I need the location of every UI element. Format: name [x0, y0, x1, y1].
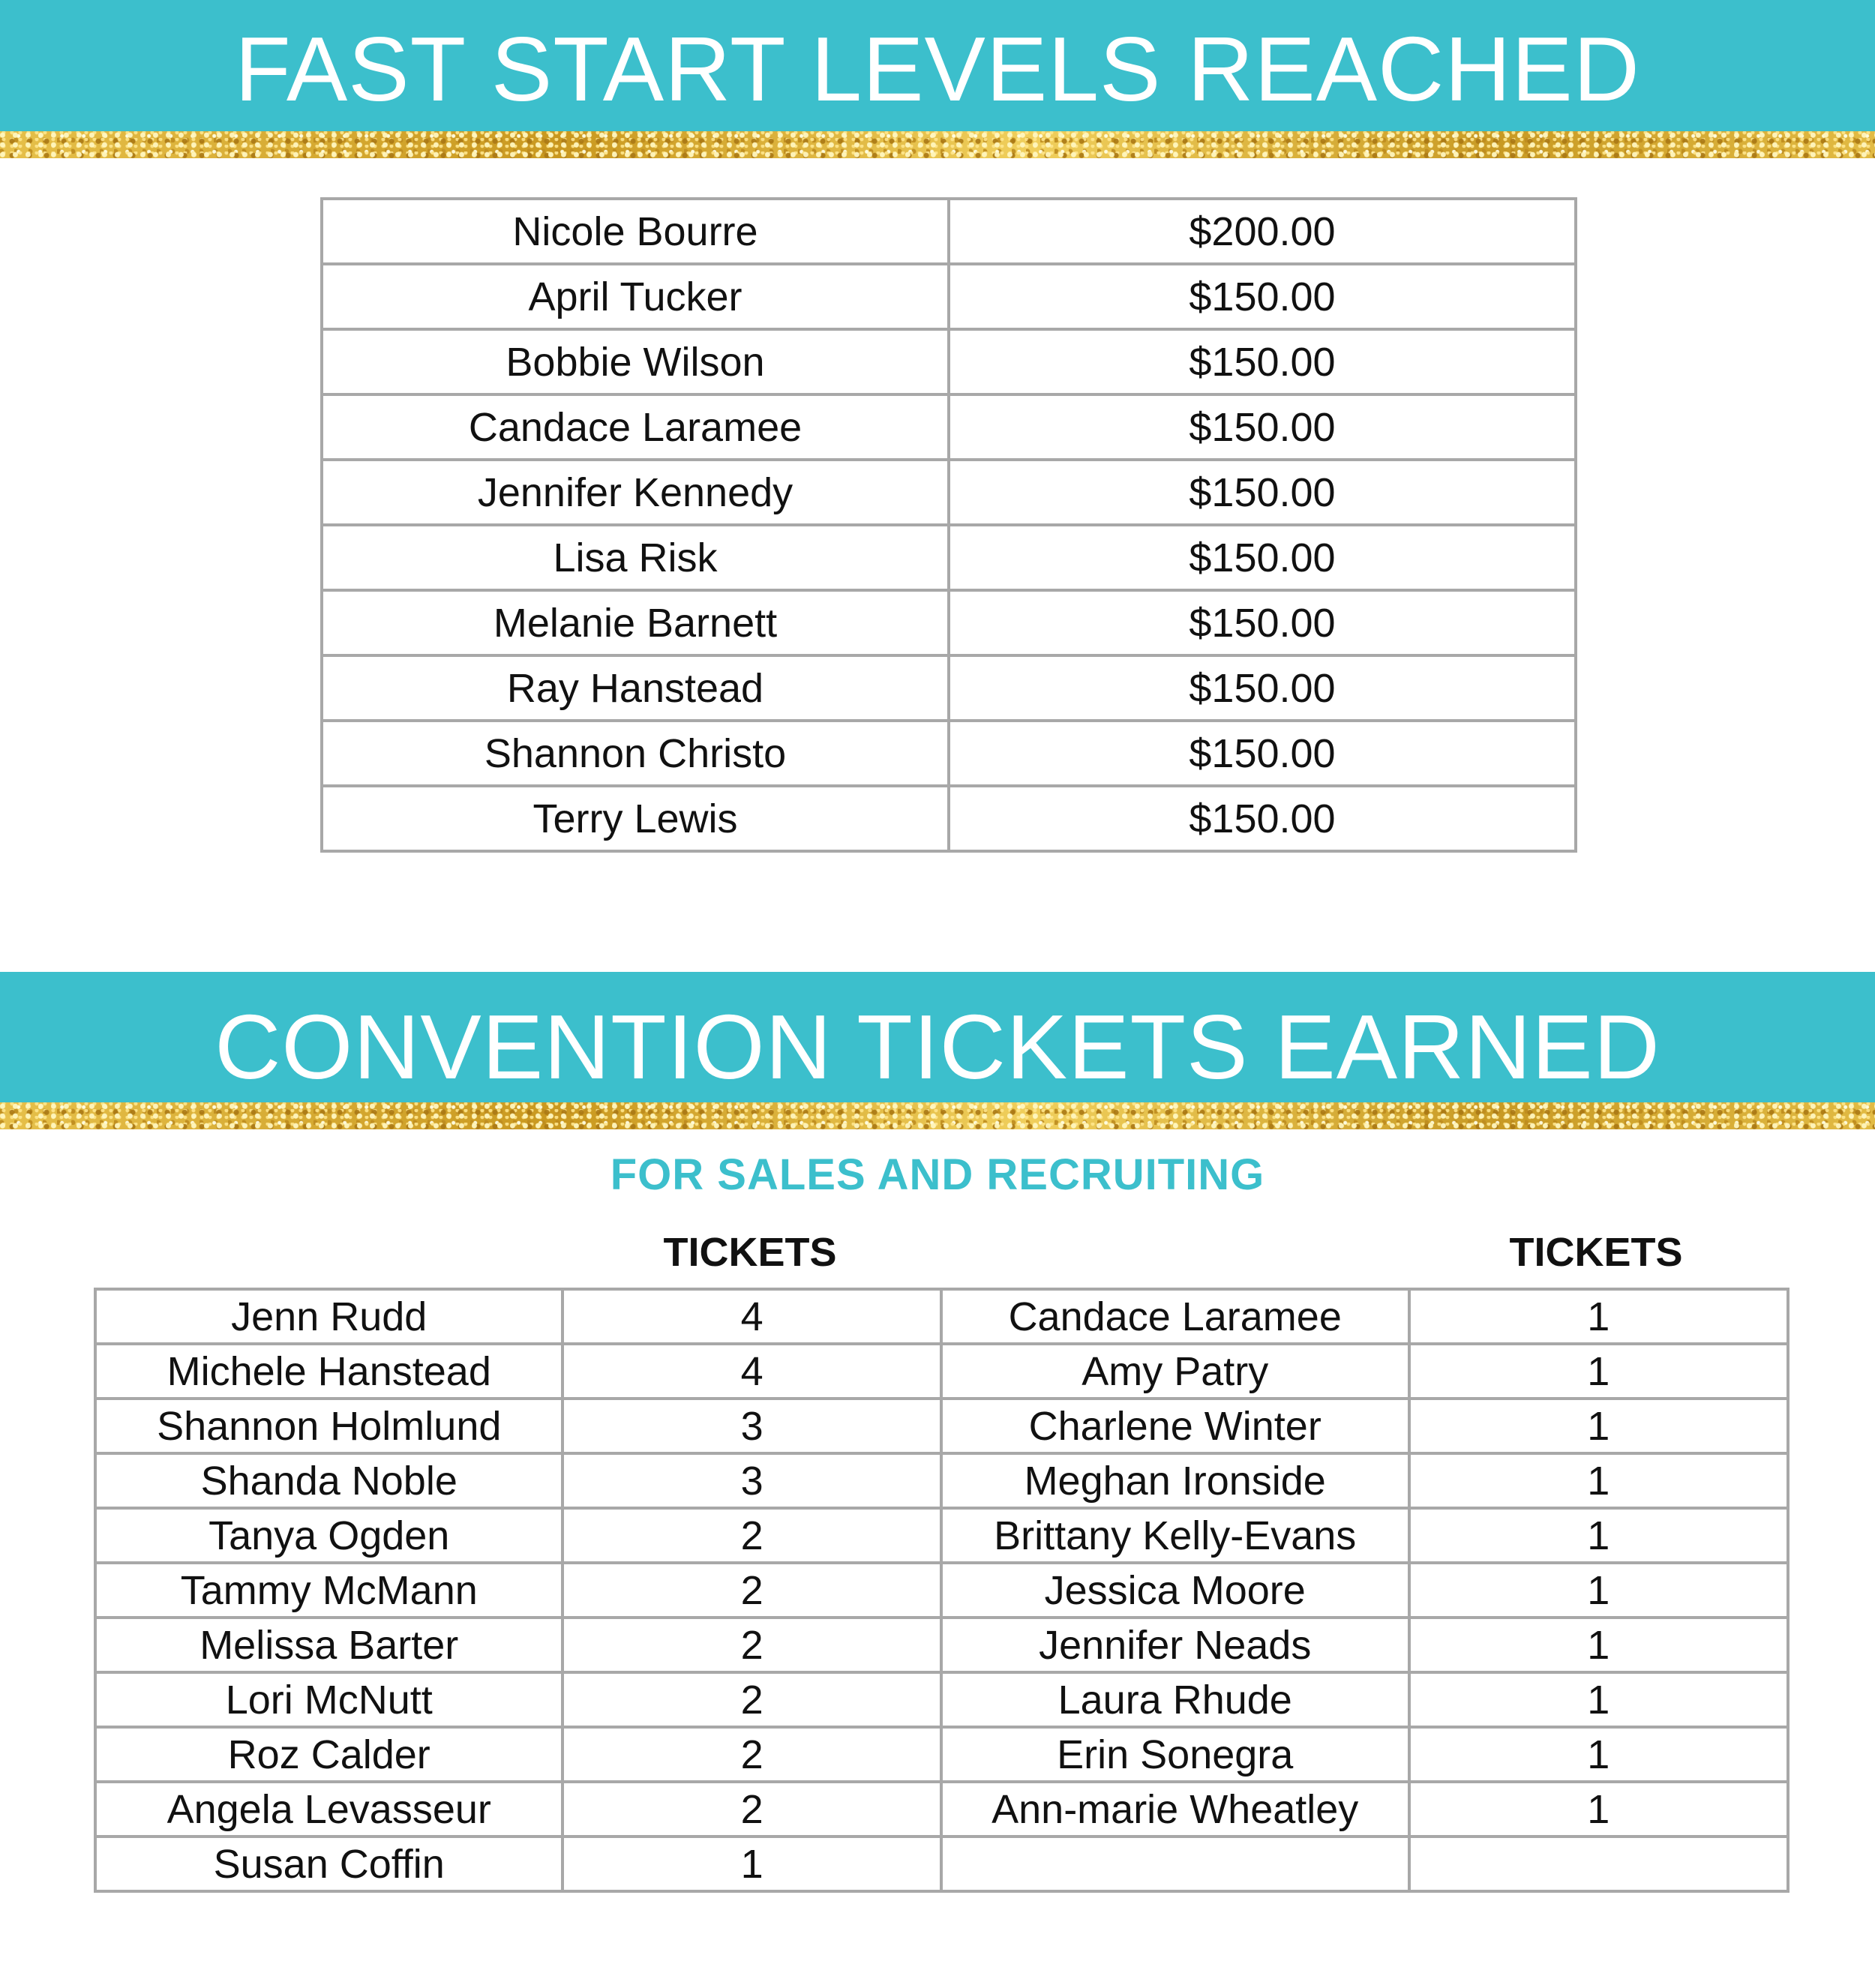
convention-row [95, 1508, 1788, 1563]
convention-right-name: Jennifer Neads [941, 1618, 1409, 1672]
convention-row [95, 1289, 1788, 1344]
convention-banner [0, 972, 1875, 1102]
convention-left-tickets: 2 [562, 1508, 940, 1563]
convention-left-name: Shannon Holmlund [95, 1399, 562, 1453]
convention-right-tickets: 1 [1409, 1289, 1789, 1344]
convention-right-name: Laura Rhude [941, 1672, 1409, 1727]
convention-left-name: Roz Calder [95, 1727, 562, 1782]
convention-left-name: Tammy McMann [95, 1563, 562, 1618]
fast-start-banner [0, 0, 1875, 131]
fast-start-row [322, 721, 1576, 786]
convention-right-tickets: 1 [1409, 1453, 1789, 1508]
fast-start-amount: $150.00 [949, 264, 1576, 329]
convention-left-tickets: 4 [562, 1344, 940, 1399]
convention-right-name: Candace Laramee [941, 1289, 1409, 1344]
convention-right-tickets: 1 [1409, 1727, 1789, 1782]
convention-right-name: Charlene Winter [941, 1399, 1409, 1453]
fast-start-title: FAST START LEVELS REACHED [235, 18, 1640, 120]
fast-start-amount: $150.00 [949, 460, 1576, 525]
convention-table [94, 1288, 1790, 1893]
convention-right-name: Erin Sonegra [941, 1727, 1409, 1782]
fast-start-amount: $150.00 [949, 655, 1576, 721]
fast-start-row [322, 786, 1576, 851]
convention-subtitle: FOR SALES AND RECRUITING [610, 1150, 1265, 1199]
convention-right-name: Brittany Kelly-Evans [941, 1508, 1409, 1563]
convention-left-name: Jenn Rudd [95, 1289, 562, 1344]
fast-start-name: Terry Lewis [322, 786, 949, 851]
convention-title: CONVENTION TICKETS EARNED [214, 996, 1660, 1098]
convention-left-name: Shanda Noble [95, 1453, 562, 1508]
convention-row [95, 1453, 1788, 1508]
convention-right-tickets: 1 [1409, 1399, 1789, 1453]
fast-start-name: Lisa Risk [322, 525, 949, 590]
convention-glitter-strip [0, 1102, 1875, 1129]
fast-start-name: Shannon Christo [322, 721, 949, 786]
fast-start-amount: $200.00 [949, 199, 1576, 264]
fast-start-amount: $150.00 [949, 525, 1576, 590]
convention-right-tickets [1409, 1837, 1789, 1891]
convention-row [95, 1618, 1788, 1672]
convention-right-tickets: 1 [1409, 1508, 1789, 1563]
fast-start-name: Nicole Bourre [322, 199, 949, 264]
convention-row [95, 1837, 1788, 1891]
convention-left-tickets: 2 [562, 1563, 940, 1618]
fast-start-amount: $150.00 [949, 394, 1576, 460]
fast-start-name: April Tucker [322, 264, 949, 329]
convention-right-tickets: 1 [1409, 1344, 1789, 1399]
fast-start-name: Melanie Barnett [322, 590, 949, 655]
convention-left-tickets: 1 [562, 1837, 940, 1891]
fast-start-amount: $150.00 [949, 786, 1576, 851]
convention-left-name: Susan Coffin [95, 1837, 562, 1891]
convention-right-name: Amy Patry [941, 1344, 1409, 1399]
convention-left-name: Melissa Barter [95, 1618, 562, 1672]
convention-left-tickets: 3 [562, 1453, 940, 1508]
fast-start-name: Candace Laramee [322, 394, 949, 460]
convention-right-name: Ann-marie Wheatley [941, 1782, 1409, 1837]
left-tickets-header: TICKETS [663, 1230, 837, 1275]
convention-row [95, 1563, 1788, 1618]
convention-right-name: Jessica Moore [941, 1563, 1409, 1618]
fast-start-table [320, 197, 1577, 853]
convention-right-tickets: 1 [1409, 1672, 1789, 1727]
convention-left-tickets: 2 [562, 1782, 940, 1837]
convention-right-tickets: 1 [1409, 1782, 1789, 1837]
convention-left-tickets: 2 [562, 1672, 940, 1727]
fast-start-row [322, 525, 1576, 590]
convention-row [95, 1727, 1788, 1782]
fast-start-row [322, 199, 1576, 264]
convention-left-name: Tanya Ogden [95, 1508, 562, 1563]
fast-start-row [322, 590, 1576, 655]
fast-start-row [322, 329, 1576, 394]
fast-start-glitter-strip [0, 131, 1875, 158]
convention-row [95, 1344, 1788, 1399]
fast-start-name: Ray Hanstead [322, 655, 949, 721]
convention-left-name: Michele Hanstead [95, 1344, 562, 1399]
fast-start-row [322, 655, 1576, 721]
fast-start-amount: $150.00 [949, 590, 1576, 655]
fast-start-amount: $150.00 [949, 329, 1576, 394]
convention-right-name [941, 1837, 1409, 1891]
convention-left-tickets: 4 [562, 1289, 940, 1344]
convention-right-tickets: 1 [1409, 1618, 1789, 1672]
fast-start-row [322, 264, 1576, 329]
convention-left-tickets: 2 [562, 1727, 940, 1782]
convention-row [95, 1399, 1788, 1453]
convention-row [95, 1782, 1788, 1837]
convention-right-tickets: 1 [1409, 1563, 1789, 1618]
fast-start-name: Bobbie Wilson [322, 329, 949, 394]
fast-start-row [322, 394, 1576, 460]
fast-start-amount: $150.00 [949, 721, 1576, 786]
convention-row [95, 1672, 1788, 1727]
convention-left-name: Lori McNutt [95, 1672, 562, 1727]
convention-right-name: Meghan Ironside [941, 1453, 1409, 1508]
fast-start-name: Jennifer Kennedy [322, 460, 949, 525]
fast-start-row [322, 460, 1576, 525]
convention-left-name: Angela Levasseur [95, 1782, 562, 1837]
right-tickets-header: TICKETS [1509, 1230, 1683, 1275]
convention-left-tickets: 2 [562, 1618, 940, 1672]
convention-left-tickets: 3 [562, 1399, 940, 1453]
